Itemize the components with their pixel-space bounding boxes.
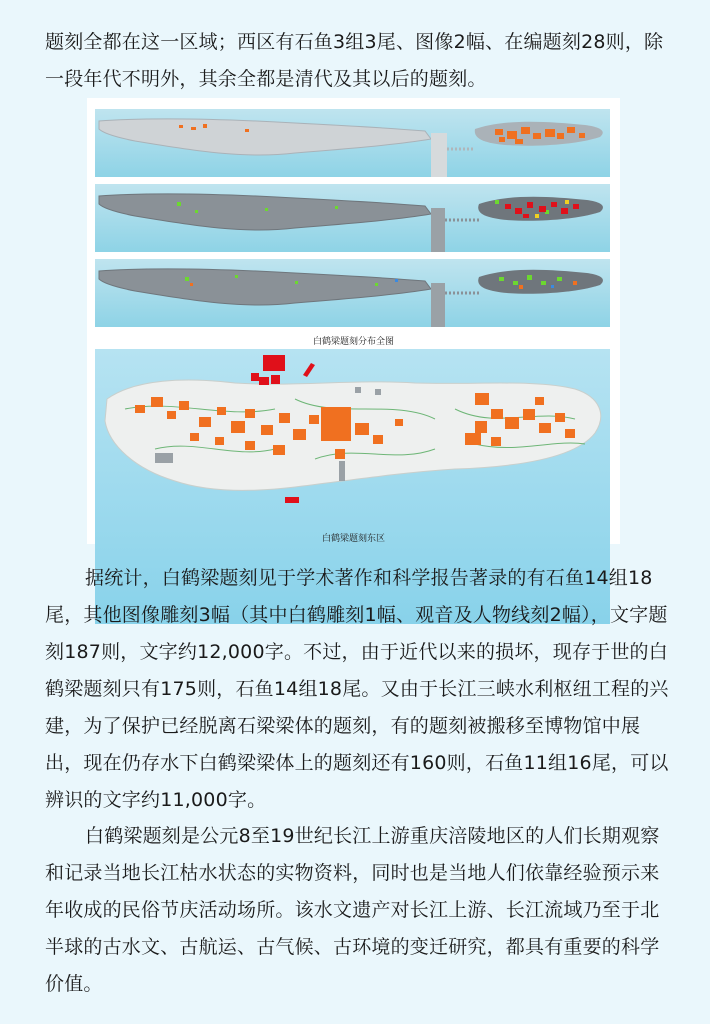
- figure-caption-overview: 白鹤梁题刻分布全图: [312, 337, 394, 347]
- overview-map-green: [95, 259, 610, 327]
- figure-caption-east: 白鹤梁题刻东区: [321, 534, 385, 544]
- overview-map-red: [95, 184, 610, 252]
- overview-map-orange: [95, 109, 610, 177]
- intro-paragraph: 题刻全都在这一区域；西区有石鱼3组3尾、图像2幅、在编题刻28则，除一段年代不明外，其余全都是清代及其以后的题刻。: [45, 31, 664, 90]
- figure-panel: [87, 98, 620, 544]
- statistics-paragraph: 据统计，白鹤梁题刻见于学术著作和科学报告著录的有石鱼14组18尾，其他图像雕刻3幅（其中白鹤雕刻1幅、观音及人物线刻2幅），文字题刻187则，文字约12,000字。不过，由于近代以来的损坏，现存于世的白鹤梁题刻只有175则，石鱼14组18尾。又由于长江三峡水利枢纽工程的兴建，为了保护已经脱离石梁梁体的题刻，有的题刻被搬移至博物馆中展出，现在仍存水下白鹤梁梁体上的题刻还有160则，石鱼11组16尾，可以辨识的文字约11,000字。: [45, 567, 669, 811]
- significance-paragraph: 白鹤梁题刻是公元8至19世纪长江上游重庆涪陵地区的人们长期观察和记录当地长江枯水状态的实物资料，同时也是当地人们依靠经验预示来年收成的民俗节庆活动场所。该水文遗产对长江上游、长江流域乃至于北半球的古水文、古航运、古气候、古环境的变迁研究，都具有重要的科学价值。: [45, 825, 660, 995]
